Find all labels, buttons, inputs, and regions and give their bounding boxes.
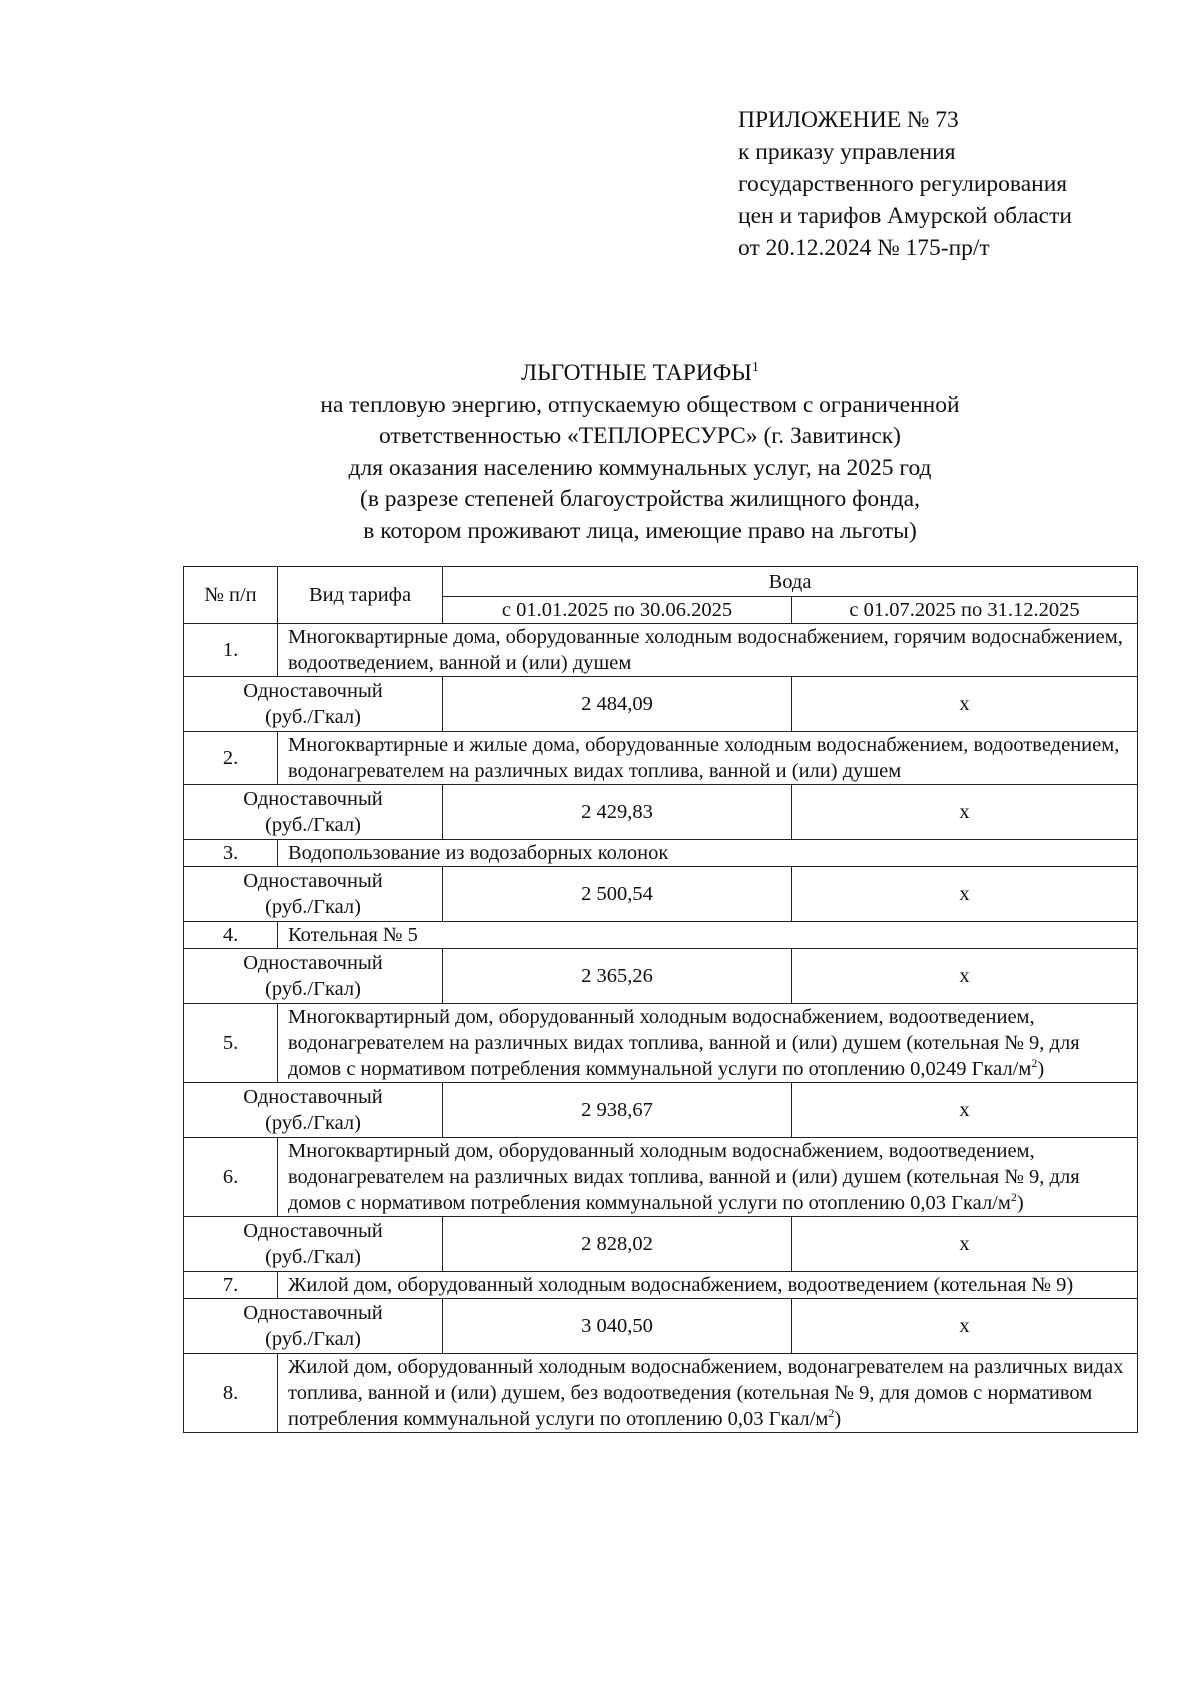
section-description-text: Котельная № 5 bbox=[288, 924, 418, 946]
section-number: 8. bbox=[184, 1354, 278, 1433]
tariff-row bbox=[184, 1217, 1138, 1272]
tariff-type-label: Одноставочный bbox=[243, 1220, 383, 1242]
tariff-type-label: Одноставочный bbox=[243, 952, 383, 974]
section-description bbox=[278, 922, 1138, 949]
section-row bbox=[184, 1354, 1138, 1433]
tariff-type bbox=[184, 1299, 443, 1354]
section-description-text: Жилой дом, оборудованный холодным водоснабжением, водоотведением (котельная № 9) bbox=[288, 1274, 1074, 1296]
tariff-type-label: Одноставочный bbox=[243, 788, 383, 810]
section-number: 4. bbox=[184, 922, 278, 949]
tariff-type bbox=[184, 867, 443, 922]
tariff-value-period-2: x bbox=[792, 1083, 1138, 1138]
section-description bbox=[278, 624, 1138, 677]
tariff-row bbox=[184, 785, 1138, 840]
section-description-text: Многоквартирные дома, оборудованные холодным водоснабжением, горячим водоснабжением, водоотведением, ванной и (или) душем bbox=[288, 626, 1123, 674]
section-row bbox=[184, 922, 1138, 949]
section-description-text: Многоквартирный дом, оборудованный холодным водоснабжением, водоотведением, водонагревателем на различных видах топлива, ванной и (или) душем (котельная № 9, для домов с нормативом потребления коммунальной услуги по отоплению 0,0249 Гкал/м bbox=[288, 1006, 1080, 1080]
title-line: для оказания населению коммунальных услуг, на 2025 год bbox=[348, 454, 932, 481]
section-description bbox=[278, 1138, 1138, 1217]
section-number: 3. bbox=[184, 840, 278, 867]
tariff-type-label: Одноставочный bbox=[243, 870, 383, 892]
tariff-unit-label: (руб./Гкал) bbox=[265, 814, 361, 836]
header-group-water: Вода bbox=[443, 567, 1138, 597]
section-description bbox=[278, 1354, 1138, 1433]
title-line: ответственностью «ТЕПЛОРЕСУРС» (г. Завитинск) bbox=[378, 423, 902, 450]
tariff-unit-label: (руб./Гкал) bbox=[265, 978, 361, 1000]
appendix-order-date: от 20.12.2024 № 175-пр/т bbox=[738, 235, 990, 261]
section-description-tail: ) bbox=[1016, 1192, 1024, 1214]
section-description bbox=[278, 1004, 1138, 1083]
superscript-unit: 2 bbox=[1031, 1056, 1038, 1071]
tariff-value-period-1: 3 040,50 bbox=[443, 1299, 792, 1354]
section-row bbox=[184, 624, 1138, 677]
tariff-type bbox=[184, 1083, 443, 1138]
tariff-value-period-2: x bbox=[792, 949, 1138, 1004]
tariff-value-period-2: x bbox=[792, 867, 1138, 922]
document-title bbox=[130, 358, 1150, 548]
tariff-type-label: Одноставочный bbox=[243, 1086, 383, 1108]
header-num: № п/п bbox=[184, 567, 278, 624]
section-number: 6. bbox=[184, 1138, 278, 1217]
tariff-value-period-1: 2 938,67 bbox=[443, 1083, 792, 1138]
tariff-value-period-2: x bbox=[792, 1217, 1138, 1272]
section-number: 2. bbox=[184, 732, 278, 785]
section-row bbox=[184, 840, 1138, 867]
tariff-type bbox=[184, 1217, 443, 1272]
header-period-1: с 01.01.2025 по 30.06.2025 bbox=[443, 597, 792, 624]
tariff-unit-label: (руб./Гкал) bbox=[265, 1246, 361, 1268]
tariff-unit-label: (руб./Гкал) bbox=[265, 1328, 361, 1350]
tariff-value-period-2: x bbox=[792, 785, 1138, 840]
tariff-unit-label: (руб./Гкал) bbox=[265, 1112, 361, 1134]
section-description-text: Жилой дом, оборудованный холодным водоснабжением, водонагревателем на различных видах топлива, ванной и (или) душем, без водоотведения (котельная № 9, для домов с нормативом потребления коммунальной услуги по отоплению 0,03 Гкал/м bbox=[288, 1356, 1124, 1430]
tariff-value-period-1: 2 500,54 bbox=[443, 867, 792, 922]
section-row bbox=[184, 1272, 1138, 1299]
appendix-number: ПРИЛОЖЕНИЕ № 73 bbox=[738, 107, 959, 133]
section-description bbox=[278, 732, 1138, 785]
tariff-type bbox=[184, 677, 443, 732]
section-description-text: Водопользование из водозаборных колонок bbox=[288, 842, 669, 864]
tariff-value-period-1: 2 484,09 bbox=[443, 677, 792, 732]
tariff-value-period-1: 2 365,26 bbox=[443, 949, 792, 1004]
tariff-type bbox=[184, 949, 443, 1004]
tariff-row bbox=[184, 949, 1138, 1004]
section-number: 7. bbox=[184, 1272, 278, 1299]
title-line: (в разрезе степеней благоустройства жилищного фонда, bbox=[360, 486, 920, 513]
tariff-row bbox=[184, 1299, 1138, 1354]
section-description-tail: ) bbox=[834, 1408, 842, 1430]
tariffs-table bbox=[183, 566, 1138, 1433]
section-description-text: Многоквартирные и жилые дома, оборудованные холодным водоснабжением, водоотведением, водонагревателем на различных видах топлива, ванной и (или) душем bbox=[288, 734, 1120, 782]
tariff-type-label: Одноставочный bbox=[243, 680, 383, 702]
header-type: Вид тарифа bbox=[278, 567, 443, 624]
tariff-value-period-2: x bbox=[792, 1299, 1138, 1354]
section-number: 1. bbox=[184, 624, 278, 677]
tariff-row bbox=[184, 1083, 1138, 1138]
title-line: в котором проживают лица, имеющие право на льготы) bbox=[363, 517, 917, 544]
section-number: 5. bbox=[184, 1004, 278, 1083]
section-description bbox=[278, 840, 1138, 867]
appendix-header bbox=[738, 104, 1072, 264]
section-description-text: Многоквартирный дом, оборудованный холодным водоснабжением, водоотведением, водонагревателем на различных видах топлива, ванной и (или) душем (котельная № 9, для домов с нормативом потребления коммунальной услуги по отоплению 0,03 Гкал/м bbox=[288, 1140, 1080, 1214]
appendix-line: цен и тарифов Амурской области bbox=[738, 203, 1072, 229]
tariff-value-period-1: 2 828,02 bbox=[443, 1217, 792, 1272]
header-period-2: с 01.07.2025 по 31.12.2025 bbox=[792, 597, 1138, 624]
title-main bbox=[130, 358, 1150, 390]
appendix-line: государственного регулирования bbox=[738, 171, 1068, 197]
tariff-value-period-1: 2 429,83 bbox=[443, 785, 792, 840]
tariff-value-period-2: x bbox=[792, 677, 1138, 732]
tariff-row bbox=[184, 867, 1138, 922]
section-description-tail: ) bbox=[1037, 1058, 1045, 1080]
section-row bbox=[184, 732, 1138, 785]
tariff-unit-label: (руб./Гкал) bbox=[265, 896, 361, 918]
section-description bbox=[278, 1272, 1138, 1299]
appendix-line: к приказу управления bbox=[738, 139, 956, 165]
section-row bbox=[184, 1138, 1138, 1217]
title-line: на тепловую энергию, отпускаемую обществом с ограниченной bbox=[320, 391, 960, 418]
tariff-type bbox=[184, 785, 443, 840]
section-row bbox=[184, 1004, 1138, 1083]
title-main-text: ЛЬГОТНЫЕ ТАРИФЫ bbox=[521, 360, 752, 386]
superscript-unit: 2 bbox=[828, 1406, 835, 1421]
tariff-row bbox=[184, 677, 1138, 732]
superscript-unit: 2 bbox=[1010, 1190, 1017, 1205]
footnote-mark: 1 bbox=[751, 360, 759, 376]
tariff-unit-label: (руб./Гкал) bbox=[265, 706, 361, 728]
tariff-type-label: Одноставочный bbox=[243, 1302, 383, 1324]
